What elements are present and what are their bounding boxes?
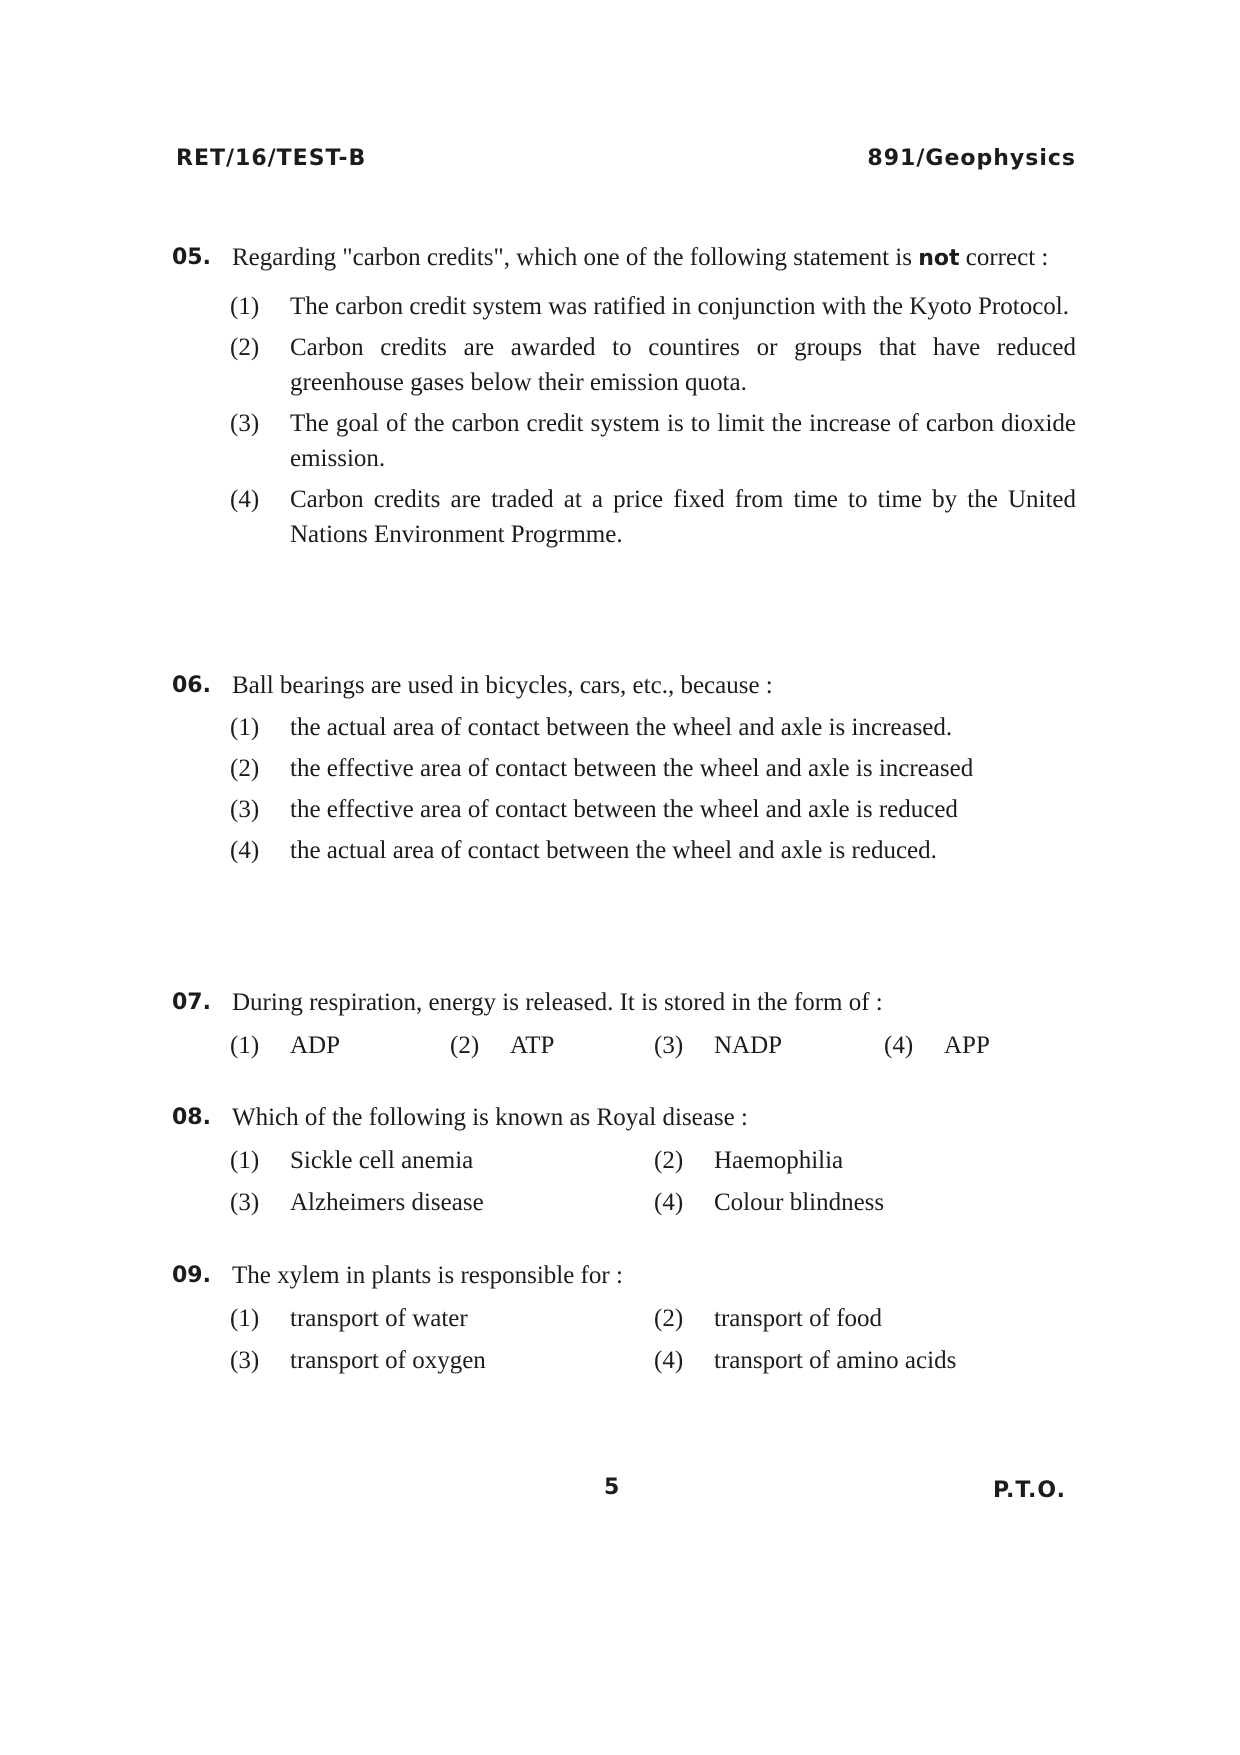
option-3[interactable]: (3) The goal of the carbon credit system is to limit the increase of carbon dioxide emission. bbox=[230, 410, 1076, 472]
question-number: 09. bbox=[172, 1263, 211, 1288]
options-row bbox=[230, 1182, 1076, 1224]
exam-code: RET/16/TEST-B bbox=[176, 146, 367, 171]
option-4[interactable]: (4) the actual area of contact between the wheel and axle is reduced. bbox=[230, 837, 937, 864]
question-05 bbox=[172, 240, 1076, 552]
option-1[interactable]: (1) transport of water bbox=[230, 1305, 468, 1332]
option-3[interactable]: (3) the effective area of contact between the wheel and axle is reduced bbox=[230, 796, 958, 823]
option-1[interactable]: (1) Sickle cell anemia bbox=[230, 1147, 474, 1174]
option-3[interactable]: (3) NADP bbox=[654, 1032, 783, 1059]
question-text: The xylem in plants is responsible for : bbox=[232, 1262, 623, 1289]
question-number: 06. bbox=[172, 673, 211, 698]
question-text: Regarding "carbon credits", which one of the following statement is not correct : bbox=[232, 244, 1049, 271]
option-4[interactable]: (4) Colour blindness bbox=[654, 1189, 885, 1216]
emphasis-not: not bbox=[918, 246, 960, 271]
options-row bbox=[230, 1298, 1076, 1340]
options-row bbox=[230, 1340, 1076, 1382]
page-number: 5 bbox=[604, 1475, 620, 1500]
question-06 bbox=[172, 668, 1076, 868]
question-number: 08. bbox=[172, 1105, 211, 1130]
option-2[interactable]: (2) ATP bbox=[450, 1032, 555, 1059]
question-09 bbox=[172, 1258, 1076, 1382]
option-2[interactable]: (2) the effective area of contact between the wheel and axle is increased bbox=[230, 755, 974, 782]
page-header bbox=[176, 146, 1076, 176]
options-row bbox=[230, 1140, 1076, 1182]
question-text: During respiration, energy is released. It is stored in the form of : bbox=[232, 989, 883, 1016]
option-4[interactable]: (4) APP bbox=[884, 1032, 990, 1059]
option-2[interactable]: (2) transport of food bbox=[654, 1305, 883, 1332]
option-2[interactable]: (2) Haemophilia bbox=[654, 1147, 844, 1174]
options-row bbox=[230, 1025, 1076, 1067]
option-1[interactable]: (1) the actual area of contact between the wheel and axle is increased. bbox=[230, 714, 953, 741]
question-07 bbox=[172, 985, 1076, 1067]
option-2[interactable]: (2) Carbon credits are awarded to countires or groups that have reduced greenhouse gases below their emission quota. bbox=[230, 334, 1076, 396]
pto-label: P.T.O. bbox=[992, 1478, 1066, 1503]
option-3[interactable]: (3) transport of oxygen bbox=[230, 1347, 486, 1374]
question-08 bbox=[172, 1100, 1076, 1224]
option-1[interactable]: (1) ADP bbox=[230, 1032, 341, 1059]
question-number: 05. bbox=[172, 245, 211, 270]
option-1[interactable]: (1) The carbon credit system was ratified in conjunction with the Kyoto Protocol. bbox=[230, 293, 1069, 320]
option-4[interactable]: (4) transport of amino acids bbox=[654, 1347, 957, 1374]
option-4[interactable]: (4) Carbon credits are traded at a price fixed from time to time by the United Nations Environment Progrmme. bbox=[230, 486, 1076, 548]
question-text: Which of the following is known as Royal disease : bbox=[232, 1104, 748, 1131]
subject-code: 891/Geophysics bbox=[867, 146, 1076, 171]
question-text: Ball bearings are used in bicycles, cars, etc., because : bbox=[232, 672, 773, 699]
option-3[interactable]: (3) Alzheimers disease bbox=[230, 1189, 484, 1216]
question-number: 07. bbox=[172, 990, 211, 1015]
